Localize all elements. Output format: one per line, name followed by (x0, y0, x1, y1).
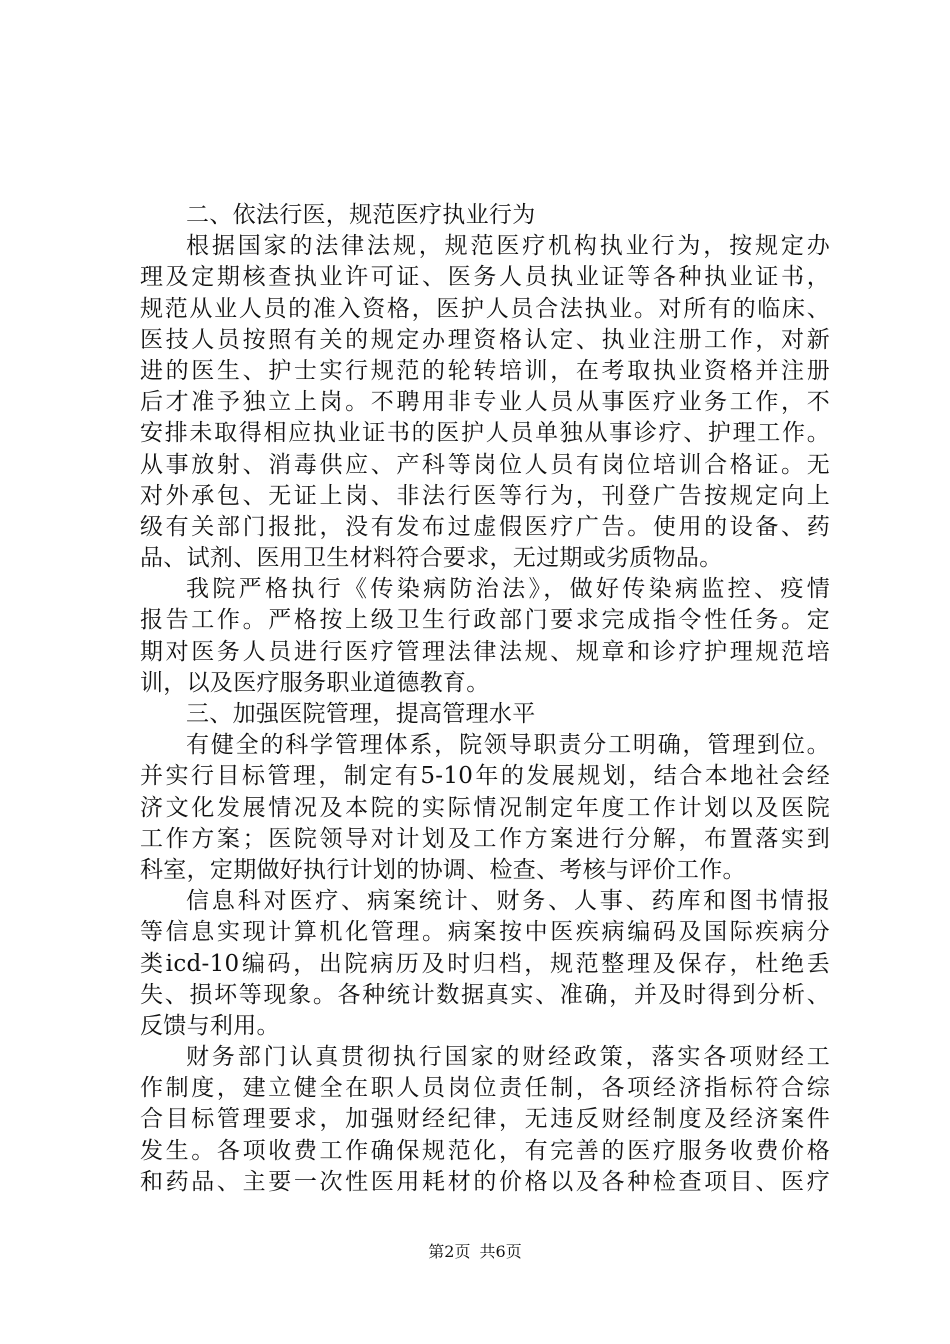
text-line: 二、依法行医，规范医疗执业行为 (186, 202, 536, 228)
text-line: 报告工作。严格按上级卫生行政部门要求完成指令性任务。定 (140, 607, 830, 634)
text-line: 作制度，建立健全在职人员岗位责任制，各项经济指标符合综 (140, 1075, 830, 1102)
text-line: 类icd-10编码，出院病历及时归档，规范整理及保存，杜绝丢 (140, 950, 830, 977)
text-line: 期对医务人员进行医疗管理法律法规、规章和诊疗护理规范培 (140, 638, 830, 665)
text-line: 医技人员按照有关的规定办理资格认定、执业注册工作，对新 (140, 326, 830, 353)
text-line: 级有关部门报批，没有发布过虚假医疗广告。使用的设备、药 (140, 513, 830, 540)
text-line: 并实行目标管理，制定有5-10年的发展规划，结合本地社会经 (140, 763, 830, 790)
page-total: 共6页 (479, 1242, 522, 1261)
text-line: 根据国家的法律法规，规范医疗机构执业行为，按规定办 (186, 233, 830, 260)
text-line: 从事放射、消毒供应、产科等岗位人员有岗位培训合格证。无 (140, 451, 830, 478)
text-line: 我院严格执行《传染病防治法》，做好传染病监控、疫情 (186, 576, 830, 603)
text-line: 合目标管理要求，加强财经纪律，无违反财经制度及经济案件 (140, 1106, 830, 1133)
text-line: 后才准予独立上岗。不聘用非专业人员从事医疗业务工作，不 (140, 389, 830, 416)
page-footer (0, 1242, 950, 1262)
text-line: 反馈与利用。 (140, 1012, 280, 1039)
text-line: 理及定期核查执业许可证、医务人员执业证等各种执业证书， (140, 264, 830, 291)
page-number: 第2页 (428, 1242, 471, 1261)
text-line: 发生。各项收费工作确保规范化，有完善的医疗服务收费价格 (140, 1137, 830, 1164)
text-line: 信息科对医疗、病案统计、财务、人事、药库和图书情报 (186, 888, 830, 915)
text-line: 对外承包、无证上岗、非法行医等行为，刊登广告按规定向上 (140, 482, 830, 509)
text-line: 安排未取得相应执业证书的医护人员单独从事诊疗、护理工作。 (140, 420, 830, 447)
text-line: 财务部门认真贯彻执行国家的财经政策，落实各项财经工 (186, 1044, 830, 1071)
text-line: 济文化发展情况及本院的实际情况制定年度工作计划以及医院 (140, 794, 830, 821)
document-body (140, 200, 830, 1198)
text-line: 科室，定期做好执行计划的协调、检查、考核与评价工作。 (140, 856, 746, 883)
text-line: 三、加强医院管理，提高管理水平 (186, 701, 536, 727)
text-line: 品、试剂、医用卫生材料符合要求，无过期或劣质物品。 (140, 545, 723, 572)
text-line: 训，以及医疗服务职业道德教育。 (140, 669, 490, 696)
text-line: 等信息实现计算机化管理。病案按中医疾病编码及国际疾病分 (140, 919, 830, 946)
text-line: 规范从业人员的准入资格，医护人员合法执业。对所有的临床、 (140, 295, 830, 322)
text-line: 工作方案；医院领导对计划及工作方案进行分解，布置落实到 (140, 825, 830, 852)
text-line: 进的医生、护士实行规范的轮转培训，在考取执业资格并注册 (140, 357, 830, 384)
text-line: 有健全的科学管理体系，院领导职责分工明确，管理到位。 (186, 732, 830, 759)
text-line: 和药品、主要一次性医用耗材的价格以及各种检查项目、医疗 (140, 1168, 830, 1195)
text-line: 失、损坏等现象。各种统计数据真实、准确，并及时得到分析、 (140, 981, 830, 1008)
